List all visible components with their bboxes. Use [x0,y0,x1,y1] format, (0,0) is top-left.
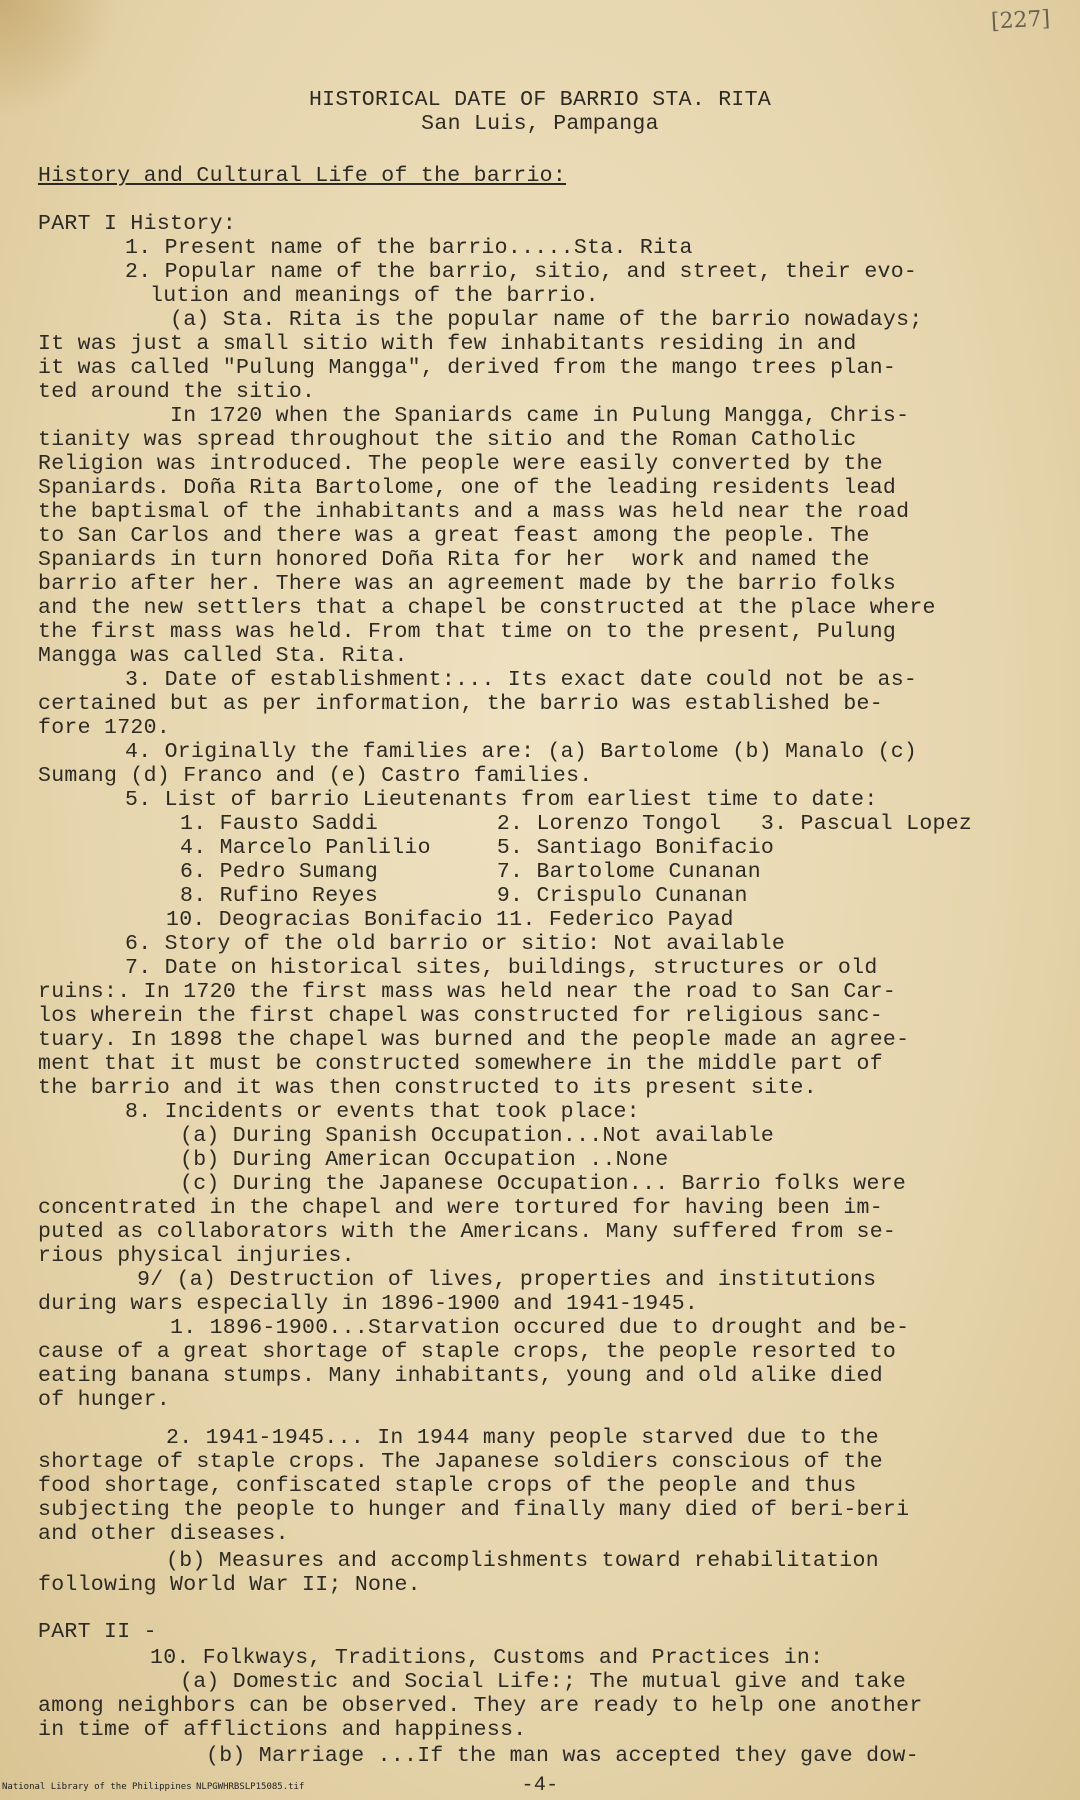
footer-filename: NLPGWHRBSLP15085.tif [196,1782,305,1792]
document-location: San Luis, Pampanga [421,112,659,136]
text-line: 10. Folkways, Traditions, Customs and Practices in: [150,1646,824,1670]
text-line: rious physical injuries. [38,1244,355,1268]
text-line: 10. Deogracias Bonifacio 11. Federico Payad [166,908,734,932]
footer-library: National Library of the Philippines [2,1782,192,1792]
text-line: Mangga was called Sta. Rita. [38,644,408,668]
text-line: 8. Incidents or events that took place: [125,1100,640,1124]
text-line: 1. Present name of the barrio.....Sta. Rita [125,236,693,260]
text-line: 4. Originally the families are: (a) Bartolome (b) Manalo (c) [125,740,918,764]
text-line: concentrated in the chapel and were tortured for having been im- [38,1196,883,1220]
text-line: (b) Measures and accomplishments toward rehabilitation [166,1549,879,1573]
scan-footer [0,1782,1080,1796]
text-line: lution and meanings of the barrio. [150,284,599,308]
text-line: among neighbors can be observed. They are ready to help one another [38,1694,923,1718]
text-line: the barrio and it was then constructed to its present site. [38,1076,817,1100]
page-number: -4- [521,1774,559,1797]
text-line: the baptismal of the inhabitants and a mass was held near the road [38,500,910,524]
text-line: food shortage, confiscated staple crops of the people and thus [38,1474,857,1498]
text-line: 3. Date of establishment:... Its exact date could not be as- [125,668,918,692]
text-line: of hunger. [38,1388,171,1412]
text-line: following World War II; None. [38,1573,421,1597]
text-line: 5. List of barrio Lieutenants from earliest time to date: [125,788,878,812]
archive-number: [227] [990,6,1051,35]
text-line: 2. Popular name of the barrio, sitio, and street, their evo- [125,260,918,284]
text-line: 8. Rufino Reyes 9. Crispulo Cunanan [180,884,748,908]
text-line: 2. 1941-1945... In 1944 many people starved due to the [166,1426,879,1450]
text-line: and other diseases. [38,1522,289,1546]
text-line: PART I History: [38,212,237,236]
text-line: the first mass was held. From that time on to the present, Pulung [38,620,897,644]
text-line: It was just a small sitio with few inhabitants residing in and [38,332,857,356]
text-line: 9/ (a) Destruction of lives, properties and institutions [137,1268,877,1292]
text-line: 6. Pedro Sumang 7. Bartolome Cunanan [180,860,761,884]
text-line: Spaniards in turn honored Doña Rita for her work and named the [38,548,870,572]
text-line: Religion was introduced. The people were easily converted by the [38,452,883,476]
text-line: (a) During Spanish Occupation...Not available [180,1124,775,1148]
text-line: tianity was spread throughout the sitio and the Roman Catholic [38,428,857,452]
text-line: (a) Domestic and Social Life:; The mutual give and take [180,1670,907,1694]
text-line: Sumang (d) Franco and (e) Castro families. [38,764,593,788]
section-title: History and Cultural Life of the barrio: [38,164,567,188]
text-line: cause of a great shortage of staple crops, the people resorted to [38,1340,897,1364]
text-line: and the new settlers that a chapel be constructed at the place where [38,596,936,620]
text-line: 1. Fausto Saddi 2. Lorenzo Tongol 3. Pascual Lopez [180,812,973,836]
text-line: 6. Story of the old barrio or sitio: Not available [125,932,786,956]
text-line: barrio after her. There was an agreement made by the barrio folks [38,572,897,596]
document-title: HISTORICAL DATE OF BARRIO STA. RITA [308,88,772,112]
text-line: shortage of staple crops. The Japanese soldiers conscious of the [38,1450,883,1474]
text-line: Spaniards. Doña Rita Bartolome, one of the leading residents lead [38,476,897,500]
text-line: eating banana stumps. Many inhabitants, young and old alike died [38,1364,883,1388]
text-line: 7. Date on historical sites, buildings, structures or old [125,956,878,980]
text-line: subjecting the people to hunger and finally many died of beri-beri [38,1498,910,1522]
part-two-heading: PART II - [38,1620,157,1644]
text-line: it was called "Pulung Mangga", derived from the mango trees plan- [38,356,897,380]
text-line: ruins:. In 1720 the first mass was held near the road to San Car- [38,980,897,1004]
text-line: (b) Marriage ...If the man was accepted they gave dow- [206,1744,919,1768]
text-line: tuary. In 1898 the chapel was burned and the people made an agree- [38,1028,910,1052]
text-line: fore 1720. [38,716,171,740]
text-line: certained but as per information, the barrio was established be- [38,692,883,716]
text-line: in time of afflictions and happiness. [38,1718,527,1742]
text-line: (a) Sta. Rita is the popular name of the barrio nowadays; [170,308,923,332]
text-line: (c) During the Japanese Occupation... Barrio folks were [180,1172,907,1196]
text-line: ment that it must be constructed somewhere in the middle part of [38,1052,883,1076]
text-line: during wars especially in 1896-1900 and 1941-1945. [38,1292,699,1316]
text-line: to San Carlos and there was a great feast among the people. The [38,524,870,548]
text-line: puted as collaborators with the Americans. Many suffered from se- [38,1220,897,1244]
text-line: los wherein the first chapel was constructed for religious sanc- [38,1004,883,1028]
text-line: 1. 1896-1900...Starvation occured due to drought and be- [170,1316,910,1340]
text-line: ted around the sitio. [38,380,316,404]
text-line: In 1720 when the Spaniards came in Pulung Mangga, Chris- [170,404,910,428]
text-line: 4. Marcelo Panlilio 5. Santiago Bonifacio [180,836,775,860]
text-line: (b) During American Occupation ..None [180,1148,669,1172]
